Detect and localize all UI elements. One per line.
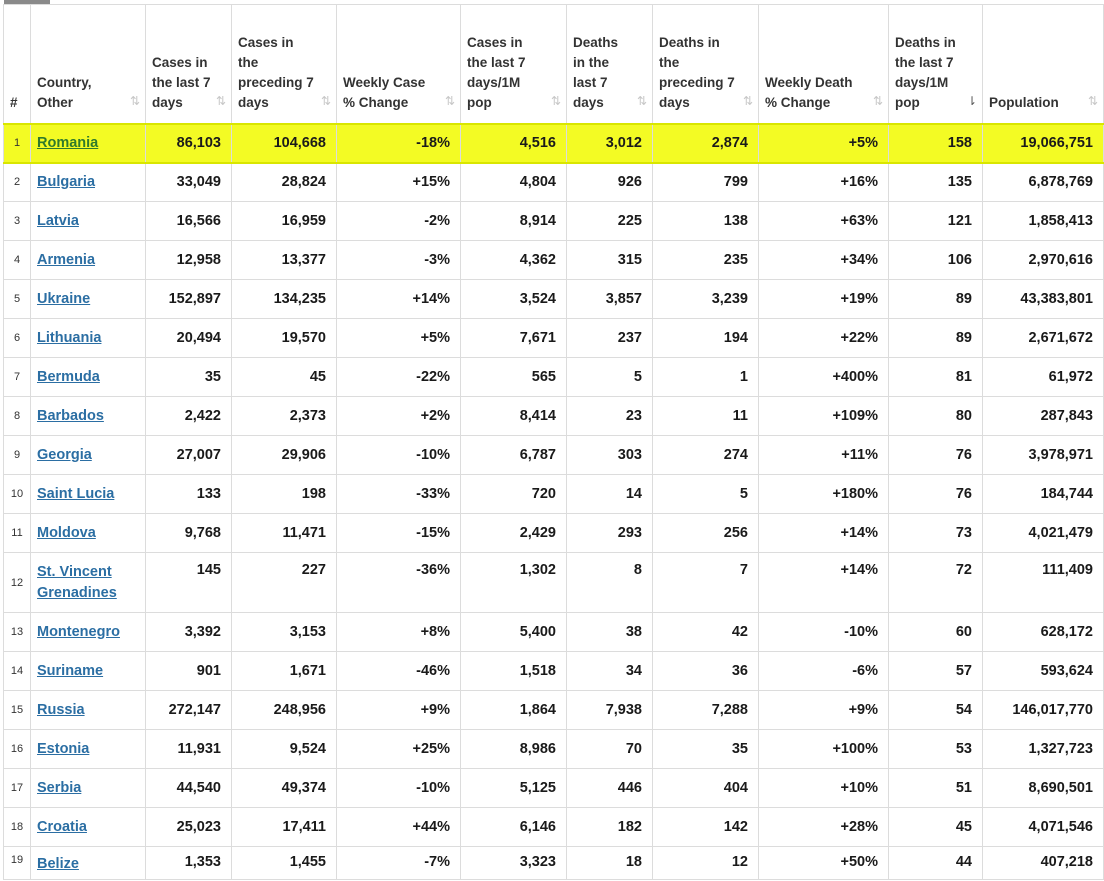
country-cell xyxy=(31,397,146,436)
population-cell: 287,843 xyxy=(983,397,1104,436)
cases-7d-cell: 272,147 xyxy=(146,691,232,730)
row-index: 2 xyxy=(4,163,31,202)
sort-icon[interactable]: ⇅ xyxy=(872,93,881,108)
weekly-case-change-cell: +8% xyxy=(337,613,461,652)
country-link[interactable]: Saint Lucia xyxy=(37,485,115,502)
cases-per-1m-cell: 8,986 xyxy=(461,730,567,769)
cases-per-1m-cell: 6,146 xyxy=(461,808,567,847)
row-index: 7 xyxy=(4,358,31,397)
weekly-case-change-cell: -3% xyxy=(337,241,461,280)
deaths-7d-cell: 7,938 xyxy=(567,691,653,730)
row-index: 10 xyxy=(4,475,31,514)
population-cell: 1,858,413 xyxy=(983,202,1104,241)
population-cell: 628,172 xyxy=(983,613,1104,652)
sort-icon[interactable]: ⇅ xyxy=(550,93,559,108)
cases-prev-7d-cell: 3,153 xyxy=(232,613,337,652)
country-cell xyxy=(31,436,146,475)
deaths-per-1m-cell: 51 xyxy=(889,769,983,808)
cases-prev-7d-cell: 11,471 xyxy=(232,514,337,553)
cases-7d-cell: 35 xyxy=(146,358,232,397)
deaths-per-1m-cell: 53 xyxy=(889,730,983,769)
population-cell: 6,878,769 xyxy=(983,163,1104,202)
table-row xyxy=(4,514,1104,553)
country-cell xyxy=(31,553,146,613)
deaths-prev-7d-cell: 404 xyxy=(653,769,759,808)
cases-7d-cell: 16,566 xyxy=(146,202,232,241)
deaths-7d-cell: 5 xyxy=(567,358,653,397)
population-cell: 8,690,501 xyxy=(983,769,1104,808)
row-index: 9 xyxy=(4,436,31,475)
weekly-case-change-cell: -18% xyxy=(337,124,461,163)
deaths-prev-7d-cell: 256 xyxy=(653,514,759,553)
deaths-7d-cell: 18 xyxy=(567,847,653,880)
table-row xyxy=(4,319,1104,358)
header-country[interactable]: Country, Other ⇅ xyxy=(31,5,146,124)
table-row xyxy=(4,202,1104,241)
weekly-case-change-cell: +9% xyxy=(337,691,461,730)
sort-icon[interactable]: ⇅ xyxy=(444,93,453,108)
table-row xyxy=(4,475,1104,514)
country-link[interactable]: Bulgaria xyxy=(37,173,96,190)
row-index: 13 xyxy=(4,613,31,652)
cases-per-1m-cell: 7,671 xyxy=(461,319,567,358)
weekly-death-change-cell: +10% xyxy=(759,769,889,808)
population-cell: 184,744 xyxy=(983,475,1104,514)
cases-prev-7d-cell: 2,373 xyxy=(232,397,337,436)
deaths-per-1m-cell: 80 xyxy=(889,397,983,436)
weekly-case-change-cell: -33% xyxy=(337,475,461,514)
population-cell: 61,972 xyxy=(983,358,1104,397)
country-cell xyxy=(31,613,146,652)
country-cell xyxy=(31,691,146,730)
deaths-per-1m-cell: 81 xyxy=(889,358,983,397)
deaths-prev-7d-cell: 12 xyxy=(653,847,759,880)
country-cell xyxy=(31,514,146,553)
country-link[interactable]: Latvia xyxy=(37,212,79,229)
deaths-7d-cell: 446 xyxy=(567,769,653,808)
cases-per-1m-cell: 4,804 xyxy=(461,163,567,202)
weekly-death-change-cell: +400% xyxy=(759,358,889,397)
table-row xyxy=(4,397,1104,436)
sort-icon[interactable]: ⇅ xyxy=(320,93,329,108)
population-cell: 146,017,770 xyxy=(983,691,1104,730)
deaths-per-1m-cell: 76 xyxy=(889,436,983,475)
weekly-case-change-cell: +2% xyxy=(337,397,461,436)
population-cell: 19,066,751 xyxy=(983,124,1104,163)
country-cell xyxy=(31,124,146,163)
table-row xyxy=(4,691,1104,730)
country-link[interactable]: St. Vincent Grenadines xyxy=(37,563,117,601)
country-cell xyxy=(31,652,146,691)
deaths-per-1m-cell: 89 xyxy=(889,280,983,319)
population-cell: 407,218 xyxy=(983,847,1104,880)
cases-7d-cell: 44,540 xyxy=(146,769,232,808)
table-row xyxy=(4,280,1104,319)
cases-prev-7d-cell: 28,824 xyxy=(232,163,337,202)
weekly-death-change-cell: +50% xyxy=(759,847,889,880)
deaths-prev-7d-cell: 5 xyxy=(653,475,759,514)
cases-prev-7d-cell: 19,570 xyxy=(232,319,337,358)
row-index: 5 xyxy=(4,280,31,319)
cases-7d-cell: 86,103 xyxy=(146,124,232,163)
cases-prev-7d-cell: 104,668 xyxy=(232,124,337,163)
table-row xyxy=(4,613,1104,652)
deaths-per-1m-cell: 54 xyxy=(889,691,983,730)
population-cell: 111,409 xyxy=(983,553,1104,613)
deaths-7d-cell: 14 xyxy=(567,475,653,514)
cases-7d-cell: 12,958 xyxy=(146,241,232,280)
row-index: 8 xyxy=(4,397,31,436)
deaths-7d-cell: 8 xyxy=(567,553,653,613)
country-link[interactable]: Croatia xyxy=(37,818,87,835)
population-cell: 2,671,672 xyxy=(983,319,1104,358)
cases-per-1m-cell: 3,323 xyxy=(461,847,567,880)
country-link[interactable]: Moldova xyxy=(37,524,96,541)
deaths-7d-cell: 182 xyxy=(567,808,653,847)
row-index: 12 xyxy=(4,553,31,613)
deaths-7d-cell: 70 xyxy=(567,730,653,769)
row-index: 15 xyxy=(4,691,31,730)
cases-7d-cell: 133 xyxy=(146,475,232,514)
population-cell: 4,021,479 xyxy=(983,514,1104,553)
deaths-prev-7d-cell: 142 xyxy=(653,808,759,847)
row-index: 3 xyxy=(4,202,31,241)
weekly-death-change-cell: +19% xyxy=(759,280,889,319)
table-row xyxy=(4,553,1104,613)
weekly-death-change-cell: +9% xyxy=(759,691,889,730)
weekly-case-change-cell: +25% xyxy=(337,730,461,769)
country-link[interactable]: Montenegro xyxy=(37,623,120,640)
deaths-prev-7d-cell: 3,239 xyxy=(653,280,759,319)
weekly-death-change-cell: -6% xyxy=(759,652,889,691)
cases-prev-7d-cell: 248,956 xyxy=(232,691,337,730)
weekly-stats-table xyxy=(3,4,1104,880)
weekly-death-change-cell: +109% xyxy=(759,397,889,436)
cases-prev-7d-cell: 198 xyxy=(232,475,337,514)
country-link[interactable]: Armenia xyxy=(37,251,96,268)
cases-per-1m-cell: 5,125 xyxy=(461,769,567,808)
header-population[interactable]: Population ⇅ xyxy=(983,5,1104,124)
row-index: 19 xyxy=(4,847,31,880)
country-cell xyxy=(31,730,146,769)
header-cases-per-1m[interactable]: Cases in the last 7 days/1M pop ⇅ xyxy=(461,5,567,124)
weekly-death-change-cell: +28% xyxy=(759,808,889,847)
country-link[interactable]: Suriname xyxy=(37,662,104,679)
cases-per-1m-cell: 4,362 xyxy=(461,241,567,280)
row-index: 18 xyxy=(4,808,31,847)
country-link[interactable]: Bermuda xyxy=(37,368,100,385)
cases-7d-cell: 9,768 xyxy=(146,514,232,553)
weekly-death-change-cell: +11% xyxy=(759,436,889,475)
table-row xyxy=(4,358,1104,397)
cases-per-1m-cell: 565 xyxy=(461,358,567,397)
weekly-case-change-cell: +14% xyxy=(337,280,461,319)
cases-per-1m-cell: 8,914 xyxy=(461,202,567,241)
deaths-per-1m-cell: 135 xyxy=(889,163,983,202)
table-row xyxy=(4,652,1104,691)
table-row xyxy=(4,808,1104,847)
weekly-case-change-cell: -22% xyxy=(337,358,461,397)
country-cell xyxy=(31,769,146,808)
deaths-prev-7d-cell: 274 xyxy=(653,436,759,475)
row-index: 14 xyxy=(4,652,31,691)
weekly-case-change-cell: -36% xyxy=(337,553,461,613)
deaths-7d-cell: 3,012 xyxy=(567,124,653,163)
deaths-prev-7d-cell: 42 xyxy=(653,613,759,652)
table-row xyxy=(4,436,1104,475)
cases-per-1m-cell: 1,302 xyxy=(461,553,567,613)
deaths-per-1m-cell: 76 xyxy=(889,475,983,514)
row-index: 11 xyxy=(4,514,31,553)
deaths-prev-7d-cell: 235 xyxy=(653,241,759,280)
deaths-prev-7d-cell: 2,874 xyxy=(653,124,759,163)
country-cell xyxy=(31,163,146,202)
country-cell xyxy=(31,475,146,514)
cases-per-1m-cell: 1,864 xyxy=(461,691,567,730)
deaths-prev-7d-cell: 11 xyxy=(653,397,759,436)
cases-7d-cell: 1,353 xyxy=(146,847,232,880)
weekly-death-change-cell: +14% xyxy=(759,514,889,553)
row-index: 17 xyxy=(4,769,31,808)
cases-7d-cell: 33,049 xyxy=(146,163,232,202)
deaths-prev-7d-cell: 1 xyxy=(653,358,759,397)
deaths-prev-7d-cell: 35 xyxy=(653,730,759,769)
deaths-7d-cell: 315 xyxy=(567,241,653,280)
deaths-per-1m-cell: 44 xyxy=(889,847,983,880)
deaths-per-1m-cell: 57 xyxy=(889,652,983,691)
weekly-death-change-cell: +63% xyxy=(759,202,889,241)
weekly-death-change-cell: +16% xyxy=(759,163,889,202)
row-index: 6 xyxy=(4,319,31,358)
country-cell xyxy=(31,808,146,847)
deaths-prev-7d-cell: 7 xyxy=(653,553,759,613)
country-cell xyxy=(31,280,146,319)
cases-prev-7d-cell: 9,524 xyxy=(232,730,337,769)
cases-prev-7d-cell: 1,671 xyxy=(232,652,337,691)
cases-per-1m-cell: 1,518 xyxy=(461,652,567,691)
country-cell xyxy=(31,358,146,397)
weekly-case-change-cell: -2% xyxy=(337,202,461,241)
header-deaths-prev-7d[interactable]: Deaths in the preceding 7 days ⇅ xyxy=(653,5,759,124)
cases-7d-cell: 2,422 xyxy=(146,397,232,436)
cases-per-1m-cell: 2,429 xyxy=(461,514,567,553)
deaths-prev-7d-cell: 799 xyxy=(653,163,759,202)
sort-desc-icon[interactable]: ⇂ xyxy=(966,93,975,108)
weekly-death-change-cell: +22% xyxy=(759,319,889,358)
population-cell: 593,624 xyxy=(983,652,1104,691)
population-cell: 3,978,971 xyxy=(983,436,1104,475)
deaths-prev-7d-cell: 138 xyxy=(653,202,759,241)
table-row xyxy=(4,769,1104,808)
deaths-per-1m-cell: 106 xyxy=(889,241,983,280)
weekly-death-change-cell: +34% xyxy=(759,241,889,280)
population-cell: 4,071,546 xyxy=(983,808,1104,847)
deaths-prev-7d-cell: 194 xyxy=(653,319,759,358)
sort-icon[interactable]: ⇅ xyxy=(1087,93,1096,108)
weekly-case-change-cell: -15% xyxy=(337,514,461,553)
country-link[interactable]: Belize xyxy=(37,856,79,872)
table-row xyxy=(4,241,1104,280)
sort-icon[interactable]: ⇅ xyxy=(636,93,645,108)
sort-icon[interactable]: ⇅ xyxy=(742,93,751,108)
cases-per-1m-cell: 3,524 xyxy=(461,280,567,319)
weekly-case-change-cell: +44% xyxy=(337,808,461,847)
deaths-7d-cell: 293 xyxy=(567,514,653,553)
cases-per-1m-cell: 5,400 xyxy=(461,613,567,652)
deaths-prev-7d-cell: 7,288 xyxy=(653,691,759,730)
deaths-per-1m-cell: 158 xyxy=(889,124,983,163)
deaths-per-1m-cell: 121 xyxy=(889,202,983,241)
header-cases-prev-7d[interactable]: Cases in the preceding 7 days ⇅ xyxy=(232,5,337,124)
cases-per-1m-cell: 8,414 xyxy=(461,397,567,436)
deaths-7d-cell: 34 xyxy=(567,652,653,691)
population-cell: 1,327,723 xyxy=(983,730,1104,769)
cases-7d-cell: 145 xyxy=(146,553,232,613)
cases-7d-cell: 901 xyxy=(146,652,232,691)
row-index: 16 xyxy=(4,730,31,769)
country-link[interactable]: Lithuania xyxy=(37,329,102,346)
cases-prev-7d-cell: 1,455 xyxy=(232,847,337,880)
weekly-case-change-cell: -10% xyxy=(337,769,461,808)
country-cell xyxy=(31,319,146,358)
weekly-case-change-cell: -7% xyxy=(337,847,461,880)
country-link[interactable]: Georgia xyxy=(37,446,92,463)
header-row xyxy=(4,5,1104,124)
weekly-case-change-cell: -46% xyxy=(337,652,461,691)
deaths-7d-cell: 237 xyxy=(567,319,653,358)
weekly-case-change-cell: -10% xyxy=(337,436,461,475)
cases-7d-cell: 25,023 xyxy=(146,808,232,847)
country-link[interactable]: Ukraine xyxy=(37,290,91,307)
country-cell xyxy=(31,241,146,280)
cases-per-1m-cell: 720 xyxy=(461,475,567,514)
row-index: 1 xyxy=(4,124,31,163)
cases-prev-7d-cell: 17,411 xyxy=(232,808,337,847)
deaths-per-1m-cell: 89 xyxy=(889,319,983,358)
weekly-case-change-cell: +5% xyxy=(337,319,461,358)
cases-prev-7d-cell: 16,959 xyxy=(232,202,337,241)
country-link[interactable]: Romania xyxy=(37,134,99,151)
header-weekly-case-change[interactable]: Weekly Case % Change ⇅ xyxy=(337,5,461,124)
country-link[interactable]: Estonia xyxy=(37,740,90,757)
cases-7d-cell: 11,931 xyxy=(146,730,232,769)
table-row xyxy=(4,847,1104,880)
table-row xyxy=(4,124,1104,163)
population-cell: 2,970,616 xyxy=(983,241,1104,280)
sort-icon[interactable]: ⇅ xyxy=(215,93,224,108)
deaths-7d-cell: 225 xyxy=(567,202,653,241)
cases-per-1m-cell: 4,516 xyxy=(461,124,567,163)
weekly-case-change-cell: +15% xyxy=(337,163,461,202)
cases-prev-7d-cell: 49,374 xyxy=(232,769,337,808)
weekly-death-change-cell: -10% xyxy=(759,613,889,652)
deaths-7d-cell: 23 xyxy=(567,397,653,436)
row-index: 4 xyxy=(4,241,31,280)
country-link[interactable]: Serbia xyxy=(37,779,82,796)
deaths-7d-cell: 926 xyxy=(567,163,653,202)
cases-prev-7d-cell: 227 xyxy=(232,553,337,613)
cases-7d-cell: 152,897 xyxy=(146,280,232,319)
deaths-7d-cell: 38 xyxy=(567,613,653,652)
cases-7d-cell: 20,494 xyxy=(146,319,232,358)
weekly-death-change-cell: +14% xyxy=(759,553,889,613)
country-cell xyxy=(31,847,146,880)
deaths-per-1m-cell: 60 xyxy=(889,613,983,652)
deaths-per-1m-cell: 73 xyxy=(889,514,983,553)
cases-per-1m-cell: 6,787 xyxy=(461,436,567,475)
cases-7d-cell: 3,392 xyxy=(146,613,232,652)
table-row xyxy=(4,163,1104,202)
header-deaths-7d[interactable]: Deaths in the last 7 days ⇅ xyxy=(567,5,653,124)
header-idx: # xyxy=(4,5,31,124)
country-link[interactable]: Barbados xyxy=(37,407,104,424)
cases-prev-7d-cell: 13,377 xyxy=(232,241,337,280)
cases-7d-cell: 27,007 xyxy=(146,436,232,475)
deaths-7d-cell: 3,857 xyxy=(567,280,653,319)
header-weekly-death-change[interactable]: Weekly Death % Change ⇅ xyxy=(759,5,889,124)
sort-icon[interactable]: ⇅ xyxy=(129,93,138,108)
deaths-7d-cell: 303 xyxy=(567,436,653,475)
weekly-death-change-cell: +100% xyxy=(759,730,889,769)
table-row xyxy=(4,730,1104,769)
weekly-death-change-cell: +180% xyxy=(759,475,889,514)
cases-prev-7d-cell: 29,906 xyxy=(232,436,337,475)
weekly-death-change-cell: +5% xyxy=(759,124,889,163)
deaths-per-1m-cell: 72 xyxy=(889,553,983,613)
header-cases-7d[interactable]: Cases in the last 7 days ⇅ xyxy=(146,5,232,124)
deaths-prev-7d-cell: 36 xyxy=(653,652,759,691)
deaths-per-1m-cell: 45 xyxy=(889,808,983,847)
country-cell xyxy=(31,202,146,241)
country-link[interactable]: Russia xyxy=(37,701,85,718)
cases-prev-7d-cell: 134,235 xyxy=(232,280,337,319)
cases-prev-7d-cell: 45 xyxy=(232,358,337,397)
population-cell: 43,383,801 xyxy=(983,280,1104,319)
header-deaths-per-1m[interactable]: Deaths in the last 7 days/1M pop ⇂ xyxy=(889,5,983,124)
